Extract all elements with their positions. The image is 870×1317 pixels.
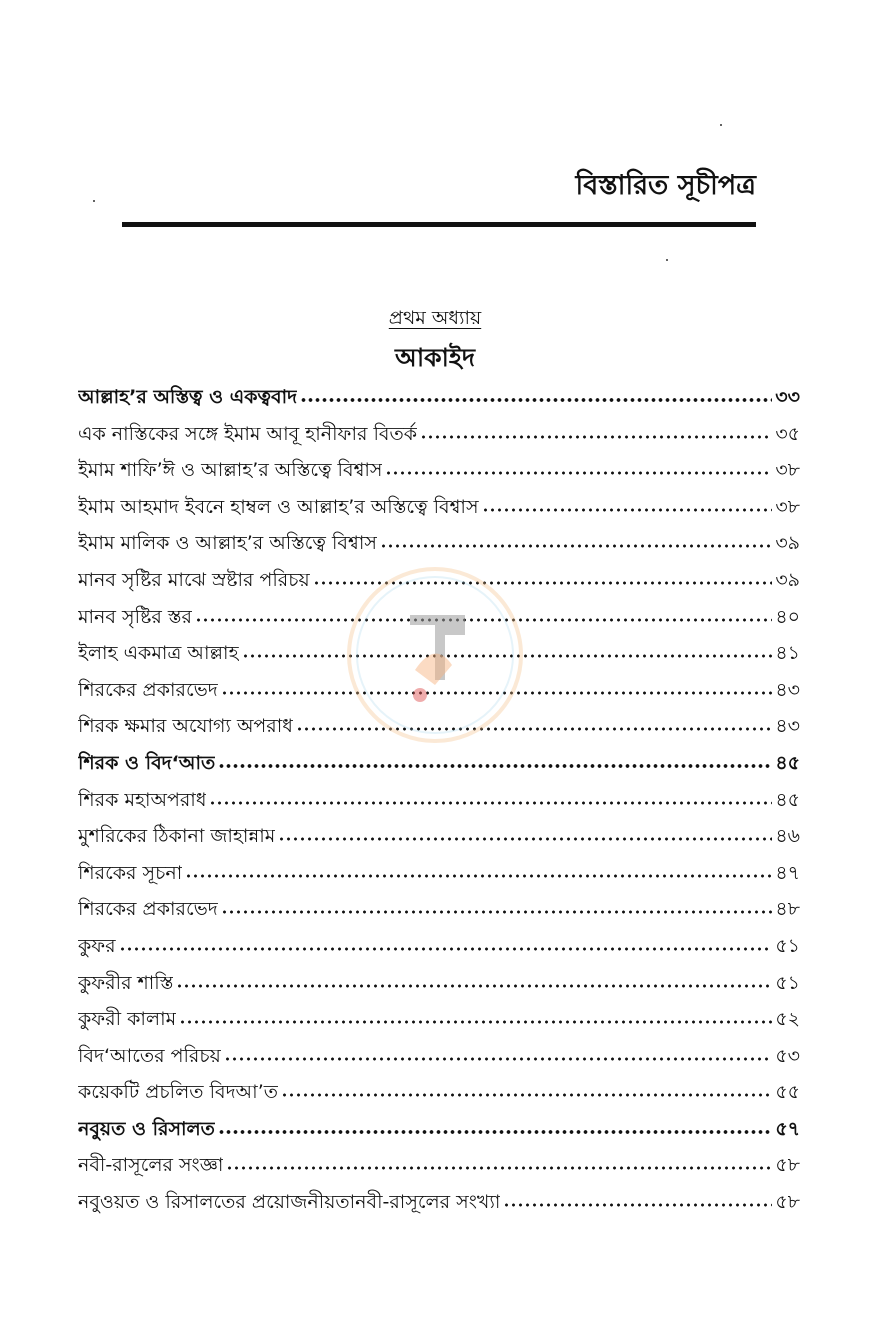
toc-dot-leader [218, 755, 772, 769]
toc-entry-title: কুফরী কালাম [78, 1008, 177, 1031]
chapter-label [0, 304, 870, 332]
toc-page-number: ৫৫ [775, 1081, 800, 1104]
toc-entry-title: শিরকের প্রকারভেদ [78, 898, 218, 921]
toc-page-number: ৩৫ [775, 422, 800, 445]
toc-dot-leader [226, 1157, 772, 1171]
paper-speck [93, 200, 95, 202]
toc-dot-leader [221, 901, 773, 915]
toc-page-number: ৪০ [775, 605, 800, 628]
toc-page-number: ৩৯ [775, 532, 800, 555]
toc-entry-title: শিরক মহাঅপরাধ [78, 788, 207, 811]
toc-page-number: ৫১ [775, 934, 800, 957]
toc-dot-leader [119, 938, 773, 952]
toc-dot-leader [296, 718, 772, 732]
toc-page-number: ৫৩ [775, 1044, 800, 1067]
toc-entry [78, 417, 800, 454]
chapter-title: আকাইদ [394, 343, 476, 372]
toc-entry [78, 600, 800, 637]
toc-dot-leader [224, 1048, 773, 1062]
toc-dot-leader [503, 1194, 772, 1208]
toc-entry-title: নবী-রাসূলের সংজ্ঞা [78, 1154, 224, 1177]
toc-dot-leader [195, 609, 772, 623]
toc-entry [78, 709, 800, 746]
toc-entry [78, 819, 800, 856]
toc-page-number: ৪১ [775, 642, 800, 665]
toc-entry [78, 1075, 800, 1112]
toc-page-number: ৫২ [775, 1008, 800, 1031]
toc-dot-leader [209, 792, 772, 806]
toc-entry-title: মুশরিকের ঠিকানা জাহান্নাম [78, 825, 276, 848]
toc-entry-title: কুফরীর শাস্তি [78, 971, 174, 994]
toc-page-number: ৪৩ [775, 678, 800, 701]
toc-entry [78, 636, 800, 673]
toc-entry-title: আল্লাহ’র অস্তিত্ব ও একত্ববাদ [78, 386, 298, 408]
toc-entry-title: মানব সৃষ্টির স্তর [78, 605, 192, 628]
toc-entry [78, 783, 800, 820]
toc-dot-leader [420, 426, 772, 440]
toc-entry [78, 1148, 800, 1185]
toc-entry-title: ইমাম শাফি’ঈ ও আল্লাহ’র অস্তিত্বে বিশ্বাস [78, 459, 383, 482]
page-header-title: বিস্তারিত সূচীপত্র [575, 170, 756, 201]
toc-page-number: ৫১ [775, 971, 800, 994]
toc-dot-leader [176, 975, 772, 989]
table-of-contents [78, 380, 800, 1222]
toc-entry [78, 929, 800, 966]
paper-speck [666, 259, 668, 261]
chapter-label-text: প্রথম অধ্যায় [388, 307, 482, 329]
toc-entry-title: কুফর [78, 934, 116, 957]
toc-entry [78, 892, 800, 929]
toc-dot-leader [242, 645, 773, 659]
toc-entry-title: শিরক ক্ষমার অযোগ্য অপরাধ [78, 715, 293, 738]
toc-dot-leader [278, 828, 772, 842]
toc-page-number: ৫৮ [775, 1154, 800, 1177]
toc-entry [78, 1002, 800, 1039]
toc-entry-title: বিদ‘আতের পরিচয় [78, 1044, 221, 1067]
toc-entry [78, 490, 800, 527]
toc-page-number: ৫৭ [775, 1117, 800, 1140]
toc-page-number: ৩৩ [775, 386, 800, 408]
toc-dot-leader [218, 1121, 772, 1135]
toc-page-number: ৫৮ [775, 1191, 800, 1214]
toc-dot-leader [380, 535, 772, 549]
toc-dot-leader [185, 865, 772, 879]
toc-page-number: ৩৮ [775, 459, 800, 482]
toc-page-number: ৪৬ [775, 825, 800, 848]
toc-entry [78, 526, 800, 563]
toc-dot-leader [300, 389, 772, 403]
toc-page-number: ৪৮ [775, 898, 800, 921]
toc-entry-title: ইমাম আহমাদ ইবনে হাম্বল ও আল্লাহ’র অস্তিত্বে বিশ্বাস [78, 495, 479, 518]
toc-page-number: ৪৫ [775, 788, 800, 811]
toc-page-number: ৪৫ [775, 751, 800, 774]
toc-page-number: ৩৯ [775, 568, 800, 591]
toc-dot-leader [281, 1084, 772, 1098]
toc-entry-title: নবুয়ত ও রিসালত [78, 1117, 215, 1140]
toc-entry-title: শিরক ও বিদ‘আত [78, 751, 216, 774]
header-rule [122, 222, 756, 227]
toc-entry-title: শিরকের প্রকারভেদ [78, 678, 218, 701]
toc-entry [78, 1039, 800, 1076]
toc-page-number: ৩৮ [775, 495, 800, 518]
toc-entry-title: এক নাস্তিকের সঙ্গে ইমাম আবূ হানীফার বিতর্ক [78, 422, 418, 445]
toc-dot-leader [482, 499, 773, 513]
toc-entry [78, 453, 800, 490]
toc-entry [78, 673, 800, 710]
toc-entry-title: শিরকের সূচনা [78, 861, 183, 884]
toc-entry-title: ইলাহ একমাত্র আল্লাহ [78, 642, 239, 665]
paper-speck [720, 124, 722, 126]
toc-dot-leader [385, 462, 772, 476]
toc-entry-title: কয়েকটি প্রচলিত বিদআ’ত [78, 1081, 279, 1104]
toc-entry [78, 966, 800, 1003]
toc-dot-leader [179, 1011, 772, 1025]
toc-section-heading [78, 380, 800, 417]
toc-page-number: ৪৩ [775, 715, 800, 738]
toc-dot-leader [313, 572, 773, 586]
toc-entry [78, 1185, 800, 1222]
toc-entry [78, 563, 800, 600]
toc-entry [78, 856, 800, 893]
toc-entry-title: মানব সৃষ্টির মাঝে স্রষ্টার পরিচয় [78, 568, 310, 591]
toc-entry-title: ইমাম মালিক ও আল্লাহ’র অস্তিত্বে বিশ্বাস [78, 532, 377, 555]
toc-section-heading [78, 746, 800, 783]
toc-entry-title: নবুওয়ত ও রিসালতের প্রয়োজনীয়তানবী-রাসূলের সংখ্যা [78, 1191, 501, 1214]
toc-dot-leader [221, 682, 773, 696]
toc-page-number: ৪৭ [775, 861, 800, 884]
toc-section-heading [78, 1112, 800, 1149]
